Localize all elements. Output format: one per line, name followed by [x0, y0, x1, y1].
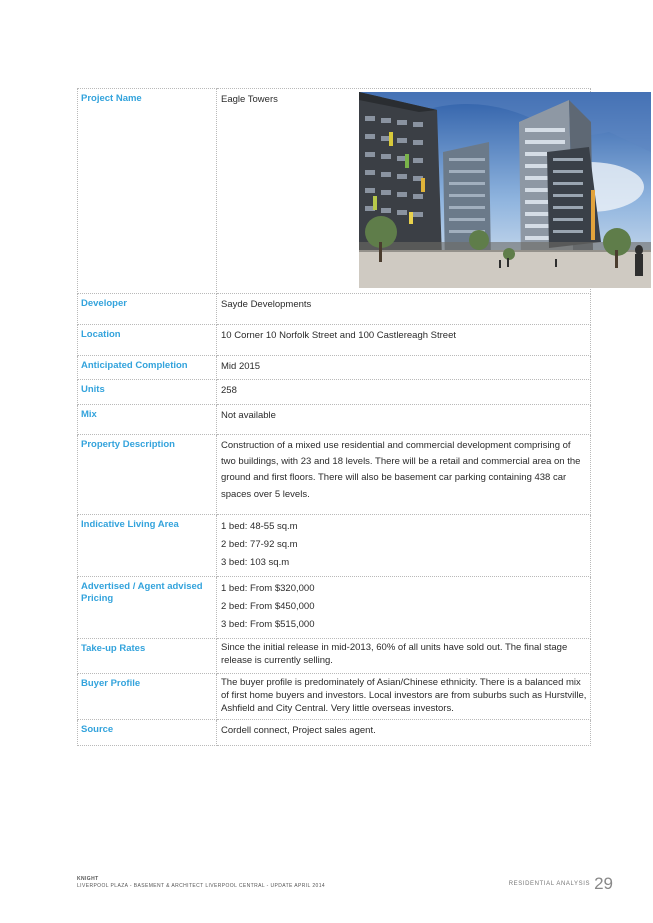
project-name: Eagle Towers [221, 94, 278, 105]
row-value: Since the initial release in mid-2013, 60% of all units have sold out. The final stage release is currently selling. [217, 638, 591, 673]
table-row [78, 638, 591, 673]
row-label: Location [78, 325, 217, 356]
living-area-line: 3 bed: 103 sq.m [221, 556, 290, 568]
table-row [78, 294, 591, 325]
row-value: 10 Corner 10 Norfolk Street and 100 Castlereagh Street [217, 325, 591, 356]
table-row [78, 720, 591, 746]
row-label: Property Description [78, 434, 217, 514]
row-value: Sayde Developments [217, 294, 591, 325]
table-row [78, 576, 591, 638]
building-render-image [359, 92, 651, 288]
living-area-line: 2 bed: 77-92 sq.m [221, 538, 298, 550]
row-label: Indicative Living Area [78, 514, 217, 576]
row-value: Not available [217, 404, 591, 434]
row-label: Advertised / Agent advised Pricing [78, 576, 217, 638]
row-value [217, 89, 591, 294]
row-value: Cordell connect, Project sales agent. [217, 720, 591, 746]
page-footer [77, 876, 613, 906]
footer-report-title: LIVERPOOL PLAZA - BASEMENT & ARCHITECT LIVERPOOL CENTRAL - UPDATE APRIL 2014 [77, 883, 326, 889]
pricing-line: 3 bed: From $515,000 [221, 618, 315, 630]
row-label: Project Name [78, 89, 217, 294]
property-table [77, 88, 591, 746]
row-value: 258 [217, 380, 591, 404]
footer-brand: KNIGHT [77, 876, 99, 882]
table-row [78, 325, 591, 356]
row-value: The buyer profile is predominately of Asian/Chinese ethnicity. There is a balanced mix of first home buyers and investors. Local investors are from suburbs such as Hurstville, Ashfield and City Central. Very little overseas investors. [217, 673, 591, 719]
table-row [78, 434, 591, 514]
row-label: Buyer Profile [78, 673, 217, 719]
table-row [78, 89, 591, 294]
row-label: Mix [78, 404, 217, 434]
page-number: 29 [594, 874, 613, 893]
row-label: Units [78, 380, 217, 404]
footer-left [77, 876, 325, 890]
row-value [217, 514, 591, 576]
table-row [78, 514, 591, 576]
table-row [78, 673, 591, 719]
footer-section: RESIDENTIAL ANALYSIS [508, 881, 591, 887]
row-label: Source [78, 720, 217, 746]
pricing-line: 1 bed: From $320,000 [221, 582, 315, 594]
pricing-line: 2 bed: From $450,000 [221, 600, 315, 612]
row-value: Construction of a mixed use residential and commercial development comprising of two buildings, with 23 and 18 levels. There will be a retail and commercial area on the ground and first floors. There will also be basement car parking containing 438 car spaces over 5 levels. [217, 434, 591, 514]
row-value: Mid 2015 [217, 356, 591, 380]
row-label: Take-up Rates [78, 638, 217, 673]
footer-right [509, 874, 613, 894]
living-area-line: 1 bed: 48-55 sq.m [221, 520, 298, 532]
table-row [78, 380, 591, 404]
row-label: Developer [78, 294, 217, 325]
row-value [217, 576, 591, 638]
table-row [78, 356, 591, 380]
row-label: Anticipated Completion [78, 356, 217, 380]
table-row [78, 404, 591, 434]
